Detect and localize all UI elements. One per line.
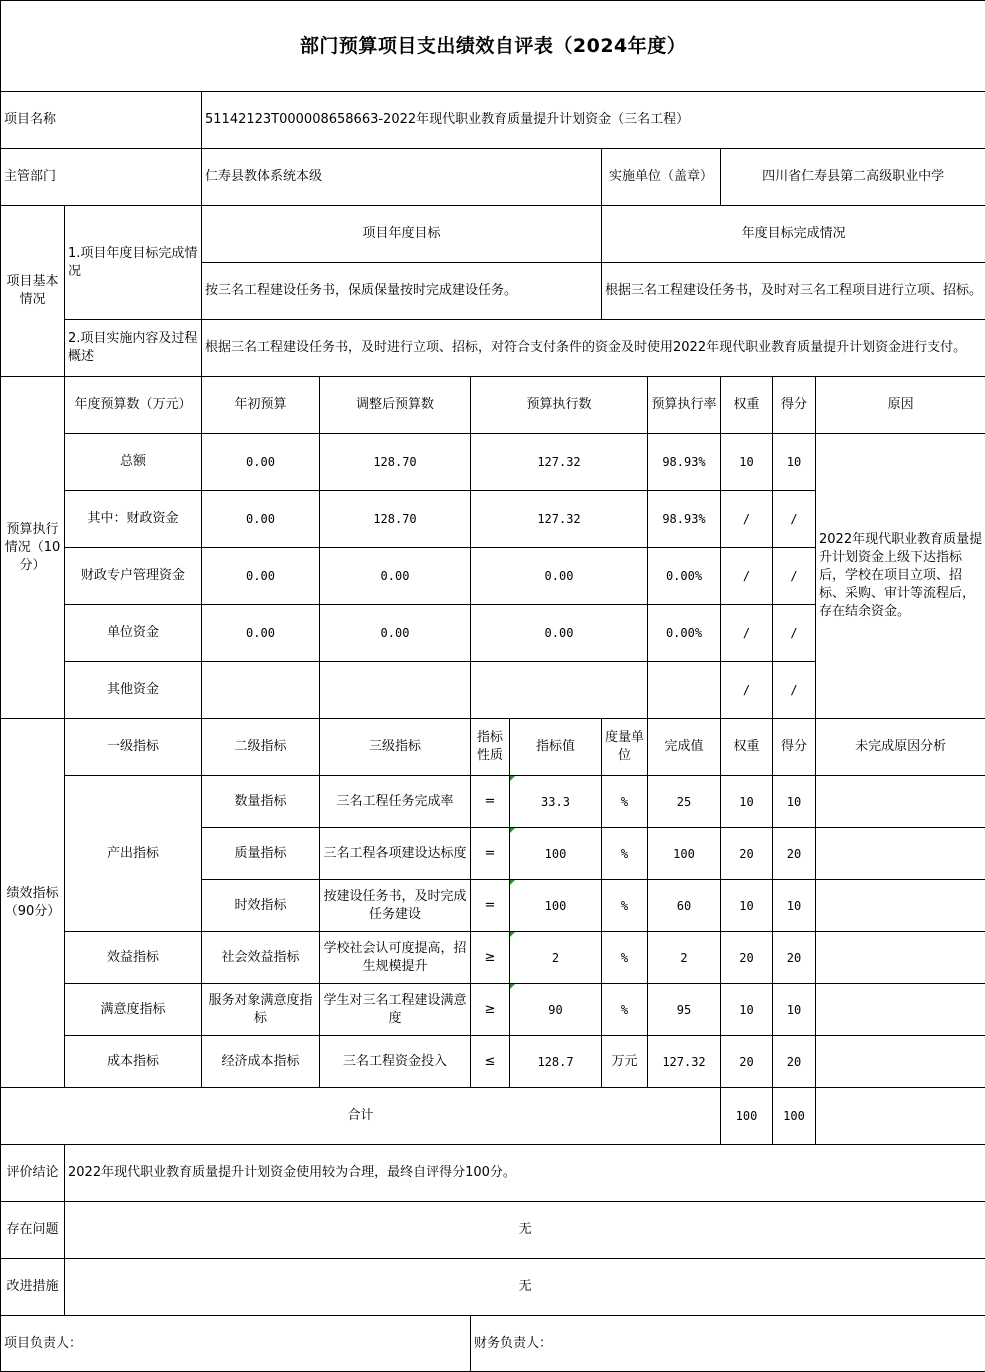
perf-nature-cell: ≤ xyxy=(471,1036,510,1088)
budget-executed-cell: 0.00 xyxy=(471,548,648,605)
perf-unit-cell: % xyxy=(602,932,648,984)
perf-analysis-cell xyxy=(816,828,985,880)
issues-text: 无 xyxy=(65,1202,985,1259)
total-score: 100 xyxy=(773,1088,816,1145)
perf-unit-cell: % xyxy=(602,880,648,932)
budget-reason-text: 2022年现代职业教育质量提升计划资金上级下达指标后，学校在项目立项、招标、采购、审计等流程后，存在结余资金。 xyxy=(816,434,985,719)
perf-level3-header: 三级指标 xyxy=(320,719,471,776)
budget-score-cell: / xyxy=(773,548,816,605)
perf-weight-header: 权重 xyxy=(721,719,773,776)
budget-executed-cell xyxy=(471,662,648,719)
budget-adjusted-cell: 128.70 xyxy=(320,434,471,491)
budget-rate-cell: 0.00% xyxy=(648,548,721,605)
perf-level2-cell: 时效指标 xyxy=(202,880,320,932)
perf-level2-cell: 社会效益指标 xyxy=(202,932,320,984)
perf-level2-cell: 质量指标 xyxy=(202,828,320,880)
dept-value: 仁寿县教体系统本级 xyxy=(202,149,602,206)
performance-section-label: 绩效指标（90分） xyxy=(1,719,65,1088)
perf-analysis-header: 未完成原因分析 xyxy=(816,719,985,776)
perf-nature-cell: ≥ xyxy=(471,984,510,1036)
budget-weight-cell: / xyxy=(721,491,773,548)
implementation-label: 2.项目实施内容及过程概述 xyxy=(65,320,202,377)
perf-target-cell: 100 xyxy=(510,828,602,880)
perf-score-cell: 20 xyxy=(773,1036,816,1088)
perf-row xyxy=(1,776,985,828)
budget-row xyxy=(1,434,985,491)
total-weight: 100 xyxy=(721,1088,773,1145)
budget-weight-cell: 10 xyxy=(721,434,773,491)
budget-initial-cell: 0.00 xyxy=(202,605,320,662)
perf-score-cell: 10 xyxy=(773,880,816,932)
perf-row xyxy=(1,932,985,984)
perf-level3-cell: 学校社会认可度提高，招生规模提升 xyxy=(320,932,471,984)
budget-score-cell: / xyxy=(773,662,816,719)
budget-weight-cell: / xyxy=(721,605,773,662)
budget-rate-cell xyxy=(648,662,721,719)
budget-score-cell: / xyxy=(773,605,816,662)
perf-level3-cell: 三名工程资金投入 xyxy=(320,1036,471,1088)
perf-score-cell: 10 xyxy=(773,776,816,828)
basic-section-label: 项目基本情况 xyxy=(1,206,65,377)
budget-row-label: 财政专户管理资金 xyxy=(65,548,202,605)
perf-nature-cell: ≥ xyxy=(471,932,510,984)
perf-target-cell: 2 xyxy=(510,932,602,984)
perf-level2-cell: 服务对象满意度指标 xyxy=(202,984,320,1036)
issues-label: 存在问题 xyxy=(1,1202,65,1259)
budget-adjusted-cell: 0.00 xyxy=(320,548,471,605)
budget-initial-cell: 0.00 xyxy=(202,548,320,605)
perf-actual-header: 完成值 xyxy=(648,719,721,776)
budget-weight-header: 权重 xyxy=(721,377,773,434)
budget-row-label: 其他资金 xyxy=(65,662,202,719)
project-name-label: 项目名称 xyxy=(1,92,202,149)
conclusion-label: 评价结论 xyxy=(1,1145,65,1202)
budget-initial-cell xyxy=(202,662,320,719)
budget-adjusted-cell: 0.00 xyxy=(320,605,471,662)
budget-executed-cell: 127.32 xyxy=(471,434,648,491)
budget-initial-cell: 0.00 xyxy=(202,491,320,548)
perf-level1-cell: 效益指标 xyxy=(65,932,202,984)
perf-target-cell: 33.3 xyxy=(510,776,602,828)
annual-goal-header: 项目年度目标 xyxy=(202,206,602,263)
goal-status-header: 年度目标完成情况 xyxy=(602,206,985,263)
perf-row xyxy=(1,1036,985,1088)
perf-analysis-cell xyxy=(816,1036,985,1088)
budget-row-label: 单位资金 xyxy=(65,605,202,662)
dept-label: 主管部门 xyxy=(1,149,202,206)
perf-score-header: 得分 xyxy=(773,719,816,776)
annual-goal-text: 按三名工程建设任务书，保质保量按时完成建设任务。 xyxy=(202,263,602,320)
perf-unit-cell: % xyxy=(602,776,648,828)
perf-weight-cell: 20 xyxy=(721,828,773,880)
perf-level1-cell: 满意度指标 xyxy=(65,984,202,1036)
perf-level2-cell: 数量指标 xyxy=(202,776,320,828)
perf-nature-header: 指标性质 xyxy=(471,719,510,776)
budget-row-label: 总额 xyxy=(65,434,202,491)
total-label: 合计 xyxy=(1,1088,721,1145)
total-analysis-cell xyxy=(816,1088,985,1145)
perf-analysis-cell xyxy=(816,776,985,828)
impl-unit-value: 四川省仁寿县第二高级职业中学 xyxy=(721,149,985,206)
implementation-text: 根据三名工程建设任务书，及时进行立项、招标，对符合支付条件的资金及时使用2022年现代职业教育质量提升计划资金进行支付。 xyxy=(202,320,985,377)
perf-target-cell: 90 xyxy=(510,984,602,1036)
budget-rate-cell: 98.93% xyxy=(648,434,721,491)
perf-actual-cell: 25 xyxy=(648,776,721,828)
budget-score-cell: 10 xyxy=(773,434,816,491)
project-lead-signature: 项目负责人： xyxy=(1,1316,471,1372)
perf-analysis-cell xyxy=(816,984,985,1036)
perf-nature-cell: = xyxy=(471,828,510,880)
perf-analysis-cell xyxy=(816,932,985,984)
perf-level3-cell: 学生对三名工程建设满意度 xyxy=(320,984,471,1036)
perf-target-cell: 100 xyxy=(510,880,602,932)
budget-executed-cell: 0.00 xyxy=(471,605,648,662)
perf-row xyxy=(1,984,985,1036)
budget-annual-header: 年度预算数（万元） xyxy=(65,377,202,434)
perf-actual-cell: 100 xyxy=(648,828,721,880)
goal-status-text: 根据三名工程建设任务书，及时对三名工程项目进行立项、招标。 xyxy=(602,263,985,320)
goal-completion-label: 1.项目年度目标完成情况 xyxy=(65,206,202,320)
budget-executed-cell: 127.32 xyxy=(471,491,648,548)
perf-actual-cell: 95 xyxy=(648,984,721,1036)
finance-lead-signature: 财务负责人： xyxy=(471,1316,985,1372)
perf-score-cell: 20 xyxy=(773,828,816,880)
budget-row-label: 其中：财政资金 xyxy=(65,491,202,548)
conclusion-text: 2022年现代职业教育质量提升计划资金使用较为合理，最终自评得分100分。 xyxy=(65,1145,985,1202)
budget-initial-header: 年初预算 xyxy=(202,377,320,434)
budget-weight-cell: / xyxy=(721,662,773,719)
perf-target-header: 指标值 xyxy=(510,719,602,776)
budget-score-header: 得分 xyxy=(773,377,816,434)
budget-adjusted-cell: 128.70 xyxy=(320,491,471,548)
perf-unit-cell: % xyxy=(602,984,648,1036)
budget-reason-header: 原因 xyxy=(816,377,985,434)
budget-adjusted-cell xyxy=(320,662,471,719)
perf-unit-cell: % xyxy=(602,828,648,880)
budget-score-cell: / xyxy=(773,491,816,548)
perf-analysis-cell xyxy=(816,880,985,932)
perf-unit-header: 度量单位 xyxy=(602,719,648,776)
perf-weight-cell: 10 xyxy=(721,880,773,932)
perf-level1-cell: 成本指标 xyxy=(65,1036,202,1088)
budget-section-label: 预算执行情况（10分） xyxy=(1,377,65,719)
perf-actual-cell: 2 xyxy=(648,932,721,984)
budget-rate-header: 预算执行率 xyxy=(648,377,721,434)
perf-level1-header: 一级指标 xyxy=(65,719,202,776)
budget-executed-header: 预算执行数 xyxy=(471,377,648,434)
perf-weight-cell: 20 xyxy=(721,932,773,984)
perf-level2-cell: 经济成本指标 xyxy=(202,1036,320,1088)
perf-target-cell: 128.7 xyxy=(510,1036,602,1088)
perf-output-label: 产出指标 xyxy=(65,776,202,932)
budget-rate-cell: 0.00% xyxy=(648,605,721,662)
perf-weight-cell: 10 xyxy=(721,776,773,828)
budget-initial-cell: 0.00 xyxy=(202,434,320,491)
budget-adjusted-header: 调整后预算数 xyxy=(320,377,471,434)
perf-actual-cell: 60 xyxy=(648,880,721,932)
improvement-text: 无 xyxy=(65,1259,985,1316)
budget-rate-cell: 98.93% xyxy=(648,491,721,548)
perf-actual-cell: 127.32 xyxy=(648,1036,721,1088)
perf-weight-cell: 10 xyxy=(721,984,773,1036)
improvement-label: 改进措施 xyxy=(1,1259,65,1316)
perf-score-cell: 10 xyxy=(773,984,816,1036)
perf-level2-header: 二级指标 xyxy=(202,719,320,776)
budget-weight-cell: / xyxy=(721,548,773,605)
perf-nature-cell: = xyxy=(471,880,510,932)
perf-weight-cell: 20 xyxy=(721,1036,773,1088)
perf-level3-cell: 三名工程任务完成率 xyxy=(320,776,471,828)
perf-score-cell: 20 xyxy=(773,932,816,984)
perf-unit-cell: 万元 xyxy=(602,1036,648,1088)
page-title: 部门预算项目支出绩效自评表（2024年度） xyxy=(1,1,985,92)
perf-level3-cell: 三名工程各项建设达标度 xyxy=(320,828,471,880)
project-name-value: 51142123T000008658663-2022年现代职业教育质量提升计划资金（三名工程） xyxy=(202,92,985,149)
perf-level3-cell: 按建设任务书，及时完成任务建设 xyxy=(320,880,471,932)
impl-unit-label: 实施单位（盖章） xyxy=(602,149,721,206)
perf-nature-cell: = xyxy=(471,776,510,828)
